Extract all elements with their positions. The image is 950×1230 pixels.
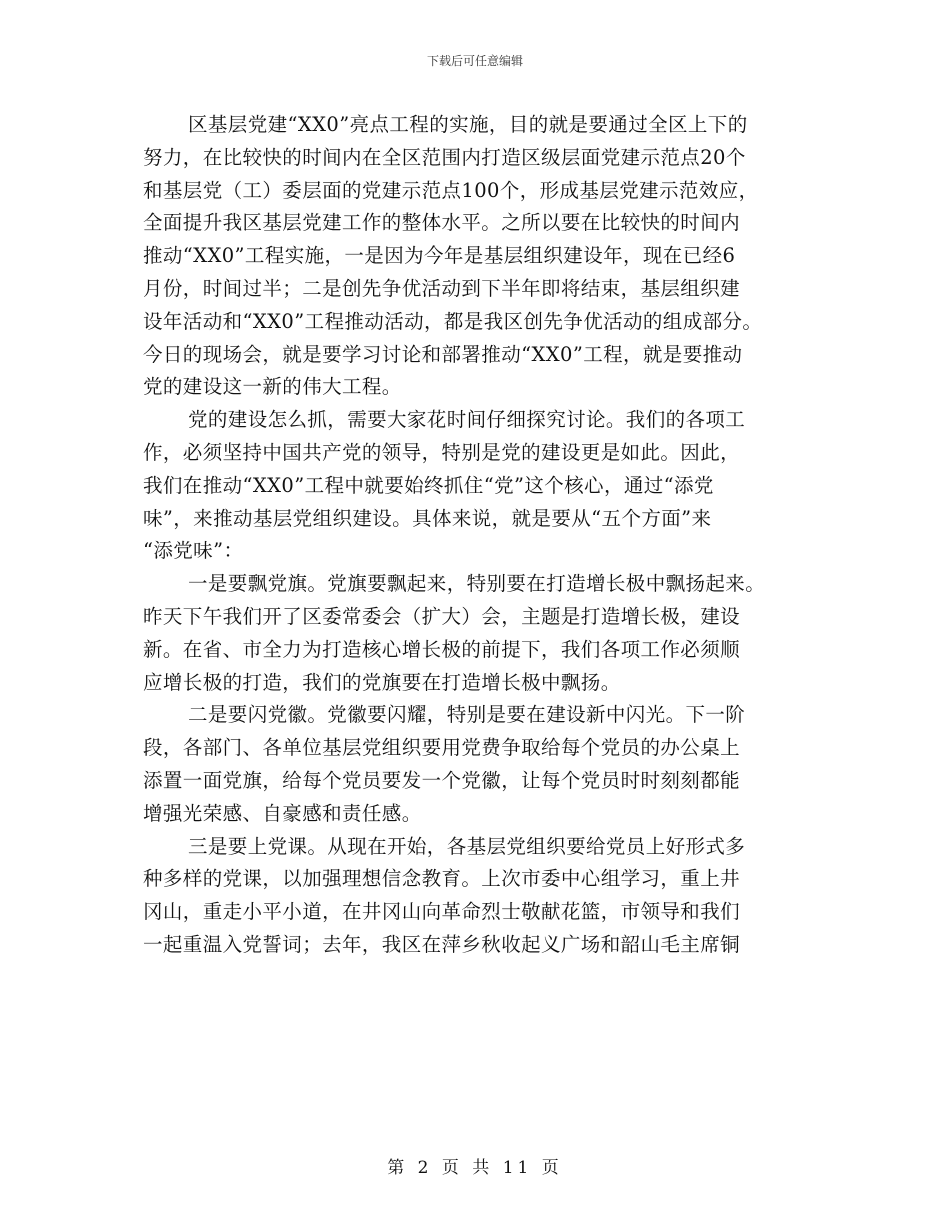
paragraph-3 — [143, 568, 815, 699]
paragraph-line: 添置一面党旗，给每个党员要发一个党徽，让每个党员时时刻刻都能 — [143, 768, 741, 792]
paragraph-line: 作，必须坚持中国共产党的领导，特别是党的建设更是如此。因此， — [143, 440, 741, 464]
paragraph-line: 党的建设怎么抓，需要大家花时间仔细探究讨论。我们的各项工 — [188, 408, 746, 432]
paragraph-line: “添党味”： — [143, 539, 244, 563]
page-number-footer: 第 2 页 共 11 页 — [387, 1158, 563, 1178]
paragraph-line: 增强光荣感、自豪感和责任感。 — [143, 801, 422, 825]
page-header-note: 下载后可任意编辑 — [426, 54, 523, 68]
paragraph-2 — [143, 404, 815, 568]
paragraph-line: 党的建设这一新的伟大工程。 — [143, 375, 402, 399]
paragraph-line: 今日的现场会，就是要学习讨论和部署推动“XX0”工程，就是要推动 — [143, 342, 743, 366]
paragraph-line: 一起重温入党誓词；去年，我区在萍乡秋收起义广场和韶山毛主席铜 — [143, 932, 741, 956]
paragraph-line: 种多样的党课，以加强理想信念教育。上次市委中心组学习，重上井 — [143, 867, 741, 891]
paragraph-line: 全面提升我区基层党建工作的整体水平。之所以要在比较快的时间内 — [143, 211, 741, 235]
paragraph-line: 区基层党建“XX0”亮点工程的实施，目的就是要通过全区上下的 — [188, 113, 748, 136]
paragraph-line: 新。在省、市全力为打造核心增长极的前提下，我们各项工作必须顺 — [143, 637, 741, 661]
paragraph-5 — [143, 831, 815, 962]
paragraph-line: 二是要闪党徽。党徽要闪耀，特别是要在建设新中闪光。下一阶 — [188, 703, 746, 727]
paragraph-1 — [143, 109, 815, 404]
paragraph-line: 三是要上党课。从现在开始，各基层党组织要给党员上好形式多 — [188, 834, 746, 858]
paragraph-line: 冈山，重走小平小道，在井冈山向革命烈士敬献花篮，市领导和我们 — [143, 900, 741, 924]
paragraph-line: 一是要飘党旗。党旗要飘起来，特别要在打造增长极中飘扬起来。 — [188, 572, 766, 596]
paragraph-line: 我们在推动“XX0”工程中就要始终抓住“党”这个核心，通过“添党 — [143, 473, 714, 497]
paragraph-line: 和基层党（工）委层面的党建示范点100个，形成基层党建示范效应， — [143, 178, 759, 202]
paragraph-line: 推动“XX0”工程实施，一是因为今年是基层组织建设年，现在已经6 — [143, 244, 736, 268]
paragraph-line: 努力，在比较快的时间内在全区范围内打造区级层面党建示范点20个 — [143, 145, 746, 169]
paragraph-line: 月份，时间过半；二是创先争优活动到下半年即将结束，基层组织建 — [143, 276, 741, 300]
paragraph-line: 应增长极的打造，我们的党旗要在打造增长极中飘扬。 — [143, 670, 621, 694]
paragraph-4 — [143, 699, 815, 830]
document-body — [143, 109, 815, 962]
paragraph-line: 设年活动和“XX0”工程推动活动，都是我区创先争优活动的组成部分。 — [143, 309, 763, 333]
paragraph-line: 味”，来推动基层党组织建设。具体来说，就是要从“五个方面”来 — [143, 506, 712, 530]
paragraph-line: 昨天下午我们开了区委常委会（扩大）会，主题是打造增长极，建设 — [143, 604, 741, 628]
paragraph-line: 段，各部门、各单位基层党组织要用党费争取给每个党员的办公桌上 — [143, 736, 741, 760]
